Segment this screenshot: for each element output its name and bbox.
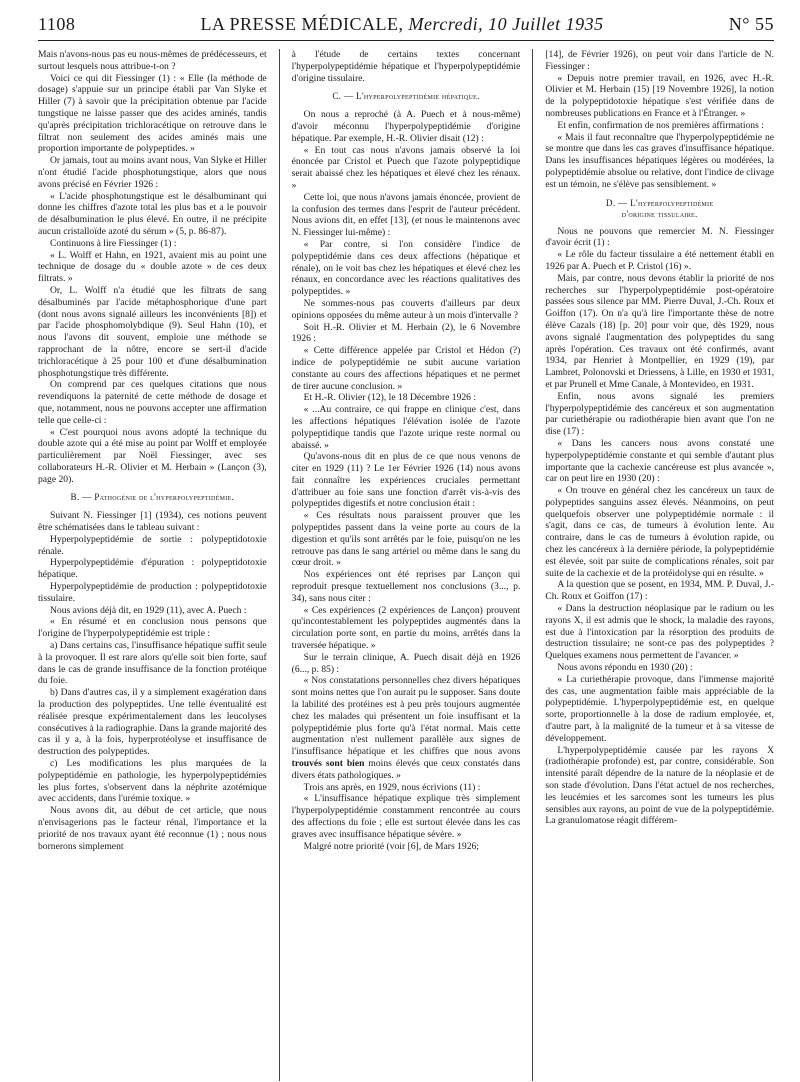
column-divider xyxy=(532,49,533,1081)
paragraph: Qu'avons-nous dit en plus de ce que nous venons de citer en 1929 (11) ? Le 1er Février 1926 (14) nous avons fait connaître les expériences cruciales permettant d'attribuer au foie sans une fonction d'arrêt vis-à-vis des polypeptides digestifs et notre conclusion était : xyxy=(291,451,521,510)
paragraph: Mais, par contre, nous devons établir la priorité de nos recherches sur l'hyperpolypeptidémie post-opératoire passées sous silence par MM. Pierre Duval, J.-Ch. Roux et Goiffon (17). On n'a qu'à lire l'importante thèse de notre élève Cazals (18) [p. 20] pour voir que, dès 1929, nous avons signalé l'augmentation des polypeptides du sang après l'opération. Ces travaux ont été confirmés, avant 1934, par Henriet à Montpellier, en 1929 (19), par Lambret, Polonovski et Driessens, à Lille, en 1930 et 1931, et par Prunell et Mme Canale, à Montevideo, en 1931. xyxy=(545,272,774,390)
paragraph: Hyperpolypeptidémie de sortie : polypeptidotoxie rénale. xyxy=(38,533,267,557)
journal-title-line xyxy=(200,14,603,35)
paragraph: « En tout cas nous n'avons jamais observé la loi énoncée par Cristol et Puech que l'azote polypeptidique serait abaissé chez les hépatiques et élevé chez les rénaux. » xyxy=(291,144,521,191)
paragraph: « Cette différence appelée par Cristol et Hédon (?) indice de polypeptidémie ne subit aucune variation constante au cours des affections hépatiques et ne permet de tirer aucune conclusion. » xyxy=(291,345,521,392)
column-3 xyxy=(545,49,774,1081)
paragraph: A la question que se posent, en 1934, MM. P. Duval, J.-Ch. Roux et Goiffon (17) : xyxy=(545,579,774,603)
paragraph: Malgré notre priorité (voir [6], de Mars 1926; xyxy=(303,840,479,852)
paragraph-text: moins élevés que ceux constatés dans divers états pathologiques. » xyxy=(291,758,521,781)
paragraph: Nos expériences ont été reprises par Lançon qui reproduit presque textuellement nos conclusions (3..., p. 34), sans nous citer : xyxy=(291,569,521,604)
paragraph: « La curiethérapie provoque, dans l'immense majorité des cas, une augmentation faible mais appréciable de la polypeptidémie. L'hyperpolypeptidémie est, en quelque sorte, proportionnelle à la dose de radium employée, et, d'autre part, à la malignité de la tumeur et à sa vitesse de développement. xyxy=(545,673,774,744)
paragraph: « ...Au contraire, ce qui frappe en clinique c'est, dans les affections hépatiques l'élévation isolée de l'azote polypeptidique tandis que l'azote urique reste normal ou abaissé. » xyxy=(291,404,521,451)
paragraph: Hyperpolypeptidémie d'épuration : polypeptidotoxie hépatique. xyxy=(38,557,267,581)
paragraph: « Dans les cancers nous avons constaté une hyperpolypeptidémie constante et qui semble d'autant plus importante que la cachexie cancéreuse est plus avancée », car on peut lire en 1930 (20) : xyxy=(545,437,774,485)
paragraph: Nous ne pouvons que remercier M. N. Fiessinger d'avoir écrit (1) : xyxy=(545,225,774,249)
column-divider xyxy=(279,49,280,1081)
paragraph: Or jamais, tout au moins avant nous, Van Slyke et Hiller n'ont étudié l'acide phosphotungstique, alors que nous avons précisé en Février 1926 : xyxy=(38,155,267,190)
paragraph: b) Dans d'autres cas, il y a simplement exagération dans la production des polypeptides. Une telle éventualité est réalisée presque expérimentalement dans les leucolyses consécutives à la radiographie. Dans la grande majorité des cas il y a, à la fois, hyperprotéolyse et insuffisance de destruction des polypeptides. xyxy=(38,687,267,758)
paragraph: a) Dans certains cas, l'insuffisance hépatique suffit seule à la provoquer. Il est rare alors qu'elle soit bien forte, sauf dans le cas de grande insuffisance de la fonction protéique du foie. xyxy=(38,640,267,687)
section-heading-d-line2: d'origine tissulaire. xyxy=(621,208,698,219)
column-1 xyxy=(38,49,267,1081)
section-heading-d-line1: D. — L'hyperpolypeptidémie xyxy=(605,197,714,208)
paragraph: Nous avons répondu en 1930 (20) : xyxy=(557,662,693,674)
paragraph: Enfin, nous avons signalé les premiers l'hyperpolypeptidémie des cancéreux et son augmentation par curiethérapie ou radiothérapie bien avant que l'on ne dise (17) : xyxy=(545,390,774,438)
text-columns xyxy=(38,49,774,1081)
paragraph: « Le rôle du facteur tissulaire a été nettement établi en 1926 par A. Puech et P. Cristol (16) ». xyxy=(545,249,774,272)
paragraph: « Depuis notre premier travail, en 1926, avec H.-R. Olivier et M. Herbain (15) [19 Novembre 1926], la notion de la polypeptidotoxie hépatique s'est vérifiée dans de nombreuses publications en France et à l'Étranger. » xyxy=(545,72,774,119)
paragraph: « L'insuffisance hépatique explique très simplement l'hyperpolypeptidémie constamment rencontrée au cours des affections du foie ; elle est surtout élevée dans les cas graves avec insuffisance hépatique sévère. » xyxy=(291,793,521,840)
paragraph: « Mais il faut reconnaître que l'hyperpolypeptidémie ne se montre que dans les cas graves d'insuffisance hépatique. Dans les insuffisances hépatiques légères ou modérées, la polypeptidémie absolue ou relative, dont l'indice de clivage est un témoin, ne s'élève pas sensiblement. » xyxy=(545,131,774,190)
paragraph: Hyperpolypeptidémie de production : polypeptidotoxie tissulaire. xyxy=(38,581,267,604)
paragraph: « On trouve en général chez les cancéreux un taux de polypeptides sanguins assez élevés. Néanmoins, on peut quelquefois observer une polypeptidémie normale : il s'agit, dans ce cas, de tumeurs à évolution lente. Au contraire, dans le cas de tumeurs à évolution rapide, ou chez les cancéreux à la dernière période, la polypeptidémie est élevée, soit par suite de complications rénales, soit par suite de la cachexie et de la protéidolyse qui en résulte. » xyxy=(545,485,774,579)
section-heading-c: C. — L'hyperpolypeptidémie hépatique. xyxy=(332,91,480,102)
paragraph: « L'acide phosphotungstique est le désalbuminant qui donne les chiffres d'azote total les plus bas et a le pouvoir de désalbumination le plus élevé. En outre, il ne précipite aucun cristalloïde azoté du sérum » (5, p. 86-87). xyxy=(38,190,267,237)
paragraph: « En résumé et en conclusion nous pensons que l'origine de l'hyperpolypeptidémie est triple : xyxy=(38,616,267,640)
issue-number: N° 55 xyxy=(728,14,774,34)
journal-title: LA PRESSE MÉDICALE, xyxy=(200,14,404,34)
paragraph-text: « Nos constatations personnelles chez divers hépatiques sont moins nettes que l'on aurait pu le supposer. Sans doute la labilité des protéines est à peu près toujours augmentée chez les malades qui présentent un foie insuffisant et la polypeptidémie plus forte qu'à l'état normal. Mais cette augmentation n'est nullement parallèle aux signes de l'insuffisance hépatique et les chiffres que nous avons xyxy=(291,675,521,758)
paragraph: On comprend par ces quelques citations que nous revendiquons la paternité de cette méthode de dosage et que, notamment, nous ne pouvons accepter une affirmation telle que celle-ci : xyxy=(38,379,267,426)
paragraph: « C'est pourquoi nous avons adopté la technique du double azote qui a été mise au point par Wolff et employée particulièrement par Noël Fiessinger, avec ses collaborateurs H.-R. Olivier et M. Herbain » (Lançon (3), page 20). xyxy=(38,426,267,485)
page-number: 1108 xyxy=(38,14,76,34)
paragraph: « Dans la destruction néoplasique par le radium ou les rayons X, il est admis que le shock, la maladie des rayons, est due à l'intoxication par la résorption des produits de destruction tissulaire; ne sont-ce pas des polypeptides ? Quelques examens nous permettent de l'avancer. » xyxy=(545,603,774,662)
paragraph: Ne sommes-nous pas couverts d'ailleurs par deux opinions opposées du même auteur à un mois d'intervalle ? xyxy=(291,297,521,321)
paragraph: Continuons à lire Fiessinger (1) : xyxy=(50,237,177,249)
paragraph: « Ces expériences (2 expériences de Lançon) prouvent qu'incontestablement les polypeptides augmentés dans la circulation porte sont, en partie du moins, arrêtés dans la traversée hépatique. » xyxy=(291,604,521,652)
paragraph: Or, L. Wolff n'a étudié que les filtrats de sang désalbuminés par l'acide métaphosphorique d'une part (dont nous avons signalé ailleurs les inconvénients [8]) et par l'acide phosphomolybdique (9). Seul Hahn (10), et nous l'avons dit souvent, emploie une méthode se rapprochant de la nôtre, encore se sert-il d'acide trichloracétique à 25 pour 100 et d'une désalbumination phosphotungstique très différente. xyxy=(38,284,267,379)
paragraph: « Ces résultats nous paraissent prouver que les polypeptides passent dans la veine porte au cours de la digestion et qu'ils sont arrêtés par le foie, puisqu'on ne les retrouve pas dans le sang artériel ou même dans le sang du cœur droit. » xyxy=(291,510,521,569)
paragraph: On nous a reproché (à A. Puech et à nous-même) d'avoir méconnu l'hyperpolypeptidémie d'origine hépatique. Par exemple, H.-R. Olivier disait (12) : xyxy=(291,109,521,144)
paragraph: Mais n'avons-nous pas eu nous-mêmes de prédécesseurs, et surtout lesquels nous attribue-t-on ? xyxy=(38,49,267,72)
bold-phrase: trouvés sont bien xyxy=(291,758,365,770)
paragraph: Soit H.-R. Olivier et M. Herbain (2), le 6 Novembre 1926 : xyxy=(291,321,521,345)
issue-date: Mercredi, 10 Juillet 1935 xyxy=(408,14,604,34)
paragraph: [14], de Février 1926), on peut voir dans l'article de N. Fiessinger : xyxy=(545,49,774,72)
paragraph: Et enfin, confirmation de nos premières affirmations : xyxy=(557,119,764,131)
paragraph: « Par contre, si l'on considère l'indice de polypeptidémie dans ces deux affections (hépatique et rénale), on le voit bas chez les hépatiques et élevé chez les rénaux, en concordance avec les réactions qualitatives des polypeptides. » xyxy=(291,238,521,298)
paragraph xyxy=(292,675,521,781)
paragraph: c) Les modifications les plus marquées de la polypeptidémie en pathologie, les hyperpolypeptidémies les plus fortes, s'observent dans la néphrite azotémique avec accidents, dans l'urémie toxique. » xyxy=(38,758,267,805)
paragraph: Trois ans après, en 1929, nous écrivions (11) : xyxy=(303,781,481,793)
paragraph: à l'étude de certains textes concernant l'hyperpolypeptidémie hépatique et l'hyperpolypeptidémie d'origine tissulaire. xyxy=(291,49,521,84)
paragraph: Nous avons dit, au début de cet article, que nous n'envisagerions pas le facteur rénal, l'importance et la priorité de nos travaux ayant été reconnue (1) ; nous nous bornerons simplement xyxy=(38,805,267,852)
section-heading-b: B. — Pathogénie de l'hyperpolypeptidémie. xyxy=(70,492,235,503)
paragraph: L'hyperpolypeptidémie causée par les rayons X (radiothérapie profonde) est, par contre, considérable. Son intensité paraît dépendre de la nature de la néoplasie et de son stade d'évolution. Dans l'état actuel de nos recherches, les leucémies et les sarcomes sont les tumeurs les plus sensibles aux rayons, au point de vue de la polypeptidémie. La granulomatose réagit différem- xyxy=(545,744,774,827)
paragraph: Sur le terrain clinique, A. Puech disait déjà en 1926 (6..., p. 85) : xyxy=(291,651,521,675)
column-2 xyxy=(292,49,521,1081)
paragraph: Et H.-R. Olivier (12), le 18 Décembre 1926 : xyxy=(303,392,477,404)
paragraph: Voici ce qui dit Fiessinger (1) : « Elle (la méthode de dosage) s'appuie sur un principe établi par Van Slyke et Hiller (7) à savoir que la précipitation obtenue par l'acide tungstique ne laisse passer que des acides aminés, tandis qu'après précipitation trichloracétique on retrouve dans le filtrat non seulement des acides aminés mais une proportion importante de polypeptides. » xyxy=(38,72,267,155)
paragraph: « L. Wolff et Hahn, en 1921, avaient mis au point une technique de dosage du « double azote » de ces deux filtrats. » xyxy=(38,249,267,285)
paragraph: Cette loi, que nous n'avons jamais énoncée, provient de la confusion des termes dans l'esprit de l'auteur précédent. Nous avions dit, en effet [13], (et nous le maintenons avec N. Fiessinger lui-même) : xyxy=(291,191,521,239)
section-heading-d xyxy=(545,198,774,220)
paragraph: Suivant N. Fiessinger [1] (1934), ces notions peuvent être schématisées dans le tableau suivant : xyxy=(38,510,267,534)
paragraph: Nous avions déjà dit, en 1929 (11), avec A. Puech : xyxy=(50,604,247,616)
page-header xyxy=(38,14,774,41)
